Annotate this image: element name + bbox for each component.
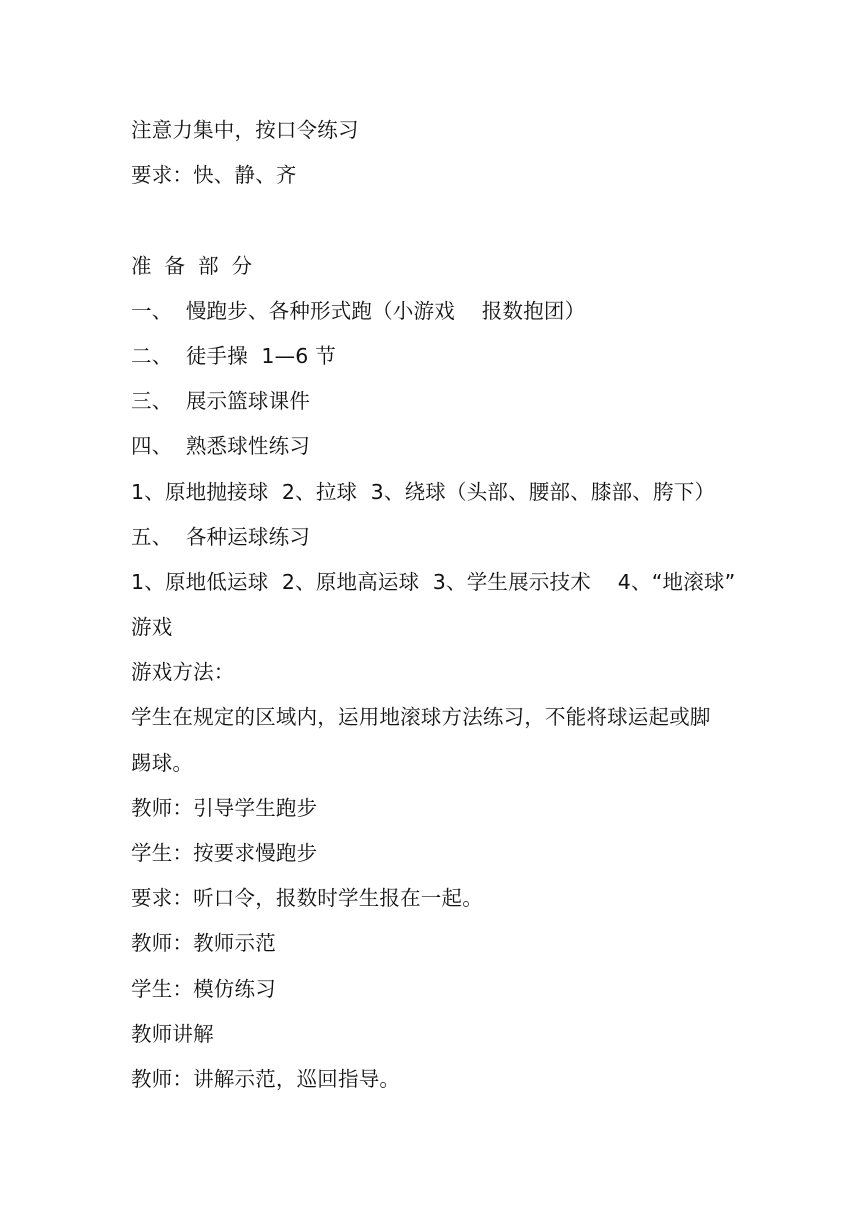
list-item-2: 二、 徒手操 1—6 节 [131,343,336,368]
text-line-requirement: 要求：快、静、齐 [131,163,297,188]
list-item-4: 四、 熟悉球性练习 [131,434,311,459]
student-action: 学生：按要求慢跑步 [131,841,318,865]
game-method-text: 学生在规定的区域内，运用地滚球方法练习，不能将球运起或脚 [131,705,711,730]
game-method-heading: 游戏方法： [131,660,235,685]
teacher-instruction: 教师：讲解示范，巡回指导。 [131,1066,401,1091]
text-line-focus: 注意力集中，按口令练习 [131,118,359,142]
sub-list-dribbling-continued: 游戏 [131,615,173,640]
list-item-3: 三、 展示篮球课件 [131,389,311,414]
sub-list-dribbling: 1、原地低运球 2、原地高运球 3、学生展示技术 4、“地滚球” [131,569,736,594]
list-item-1: 一、 慢跑步、各种形式跑（小游戏 报数抱团） [131,298,586,323]
sub-list-ball-feel: 1、原地抛接球 2、拉球 3、绕球（头部、腰部、膝部、胯下） [131,479,716,504]
teacher-explain: 教师讲解 [131,1021,214,1046]
list-item-5: 五、 各种运球练习 [131,524,311,549]
teacher-guidance: 教师：引导学生跑步 [131,795,318,820]
student-practice: 学生：模仿练习 [131,976,276,1001]
teacher-demo: 教师：教师示范 [131,931,276,956]
section-heading: 准 备 部 分 [131,253,253,278]
game-method-text-continued: 踢球。 [131,750,194,775]
document-body [131,108,751,1102]
blank-line [131,198,751,243]
requirement-text: 要求：听口令，报数时学生报在一起。 [131,886,483,911]
